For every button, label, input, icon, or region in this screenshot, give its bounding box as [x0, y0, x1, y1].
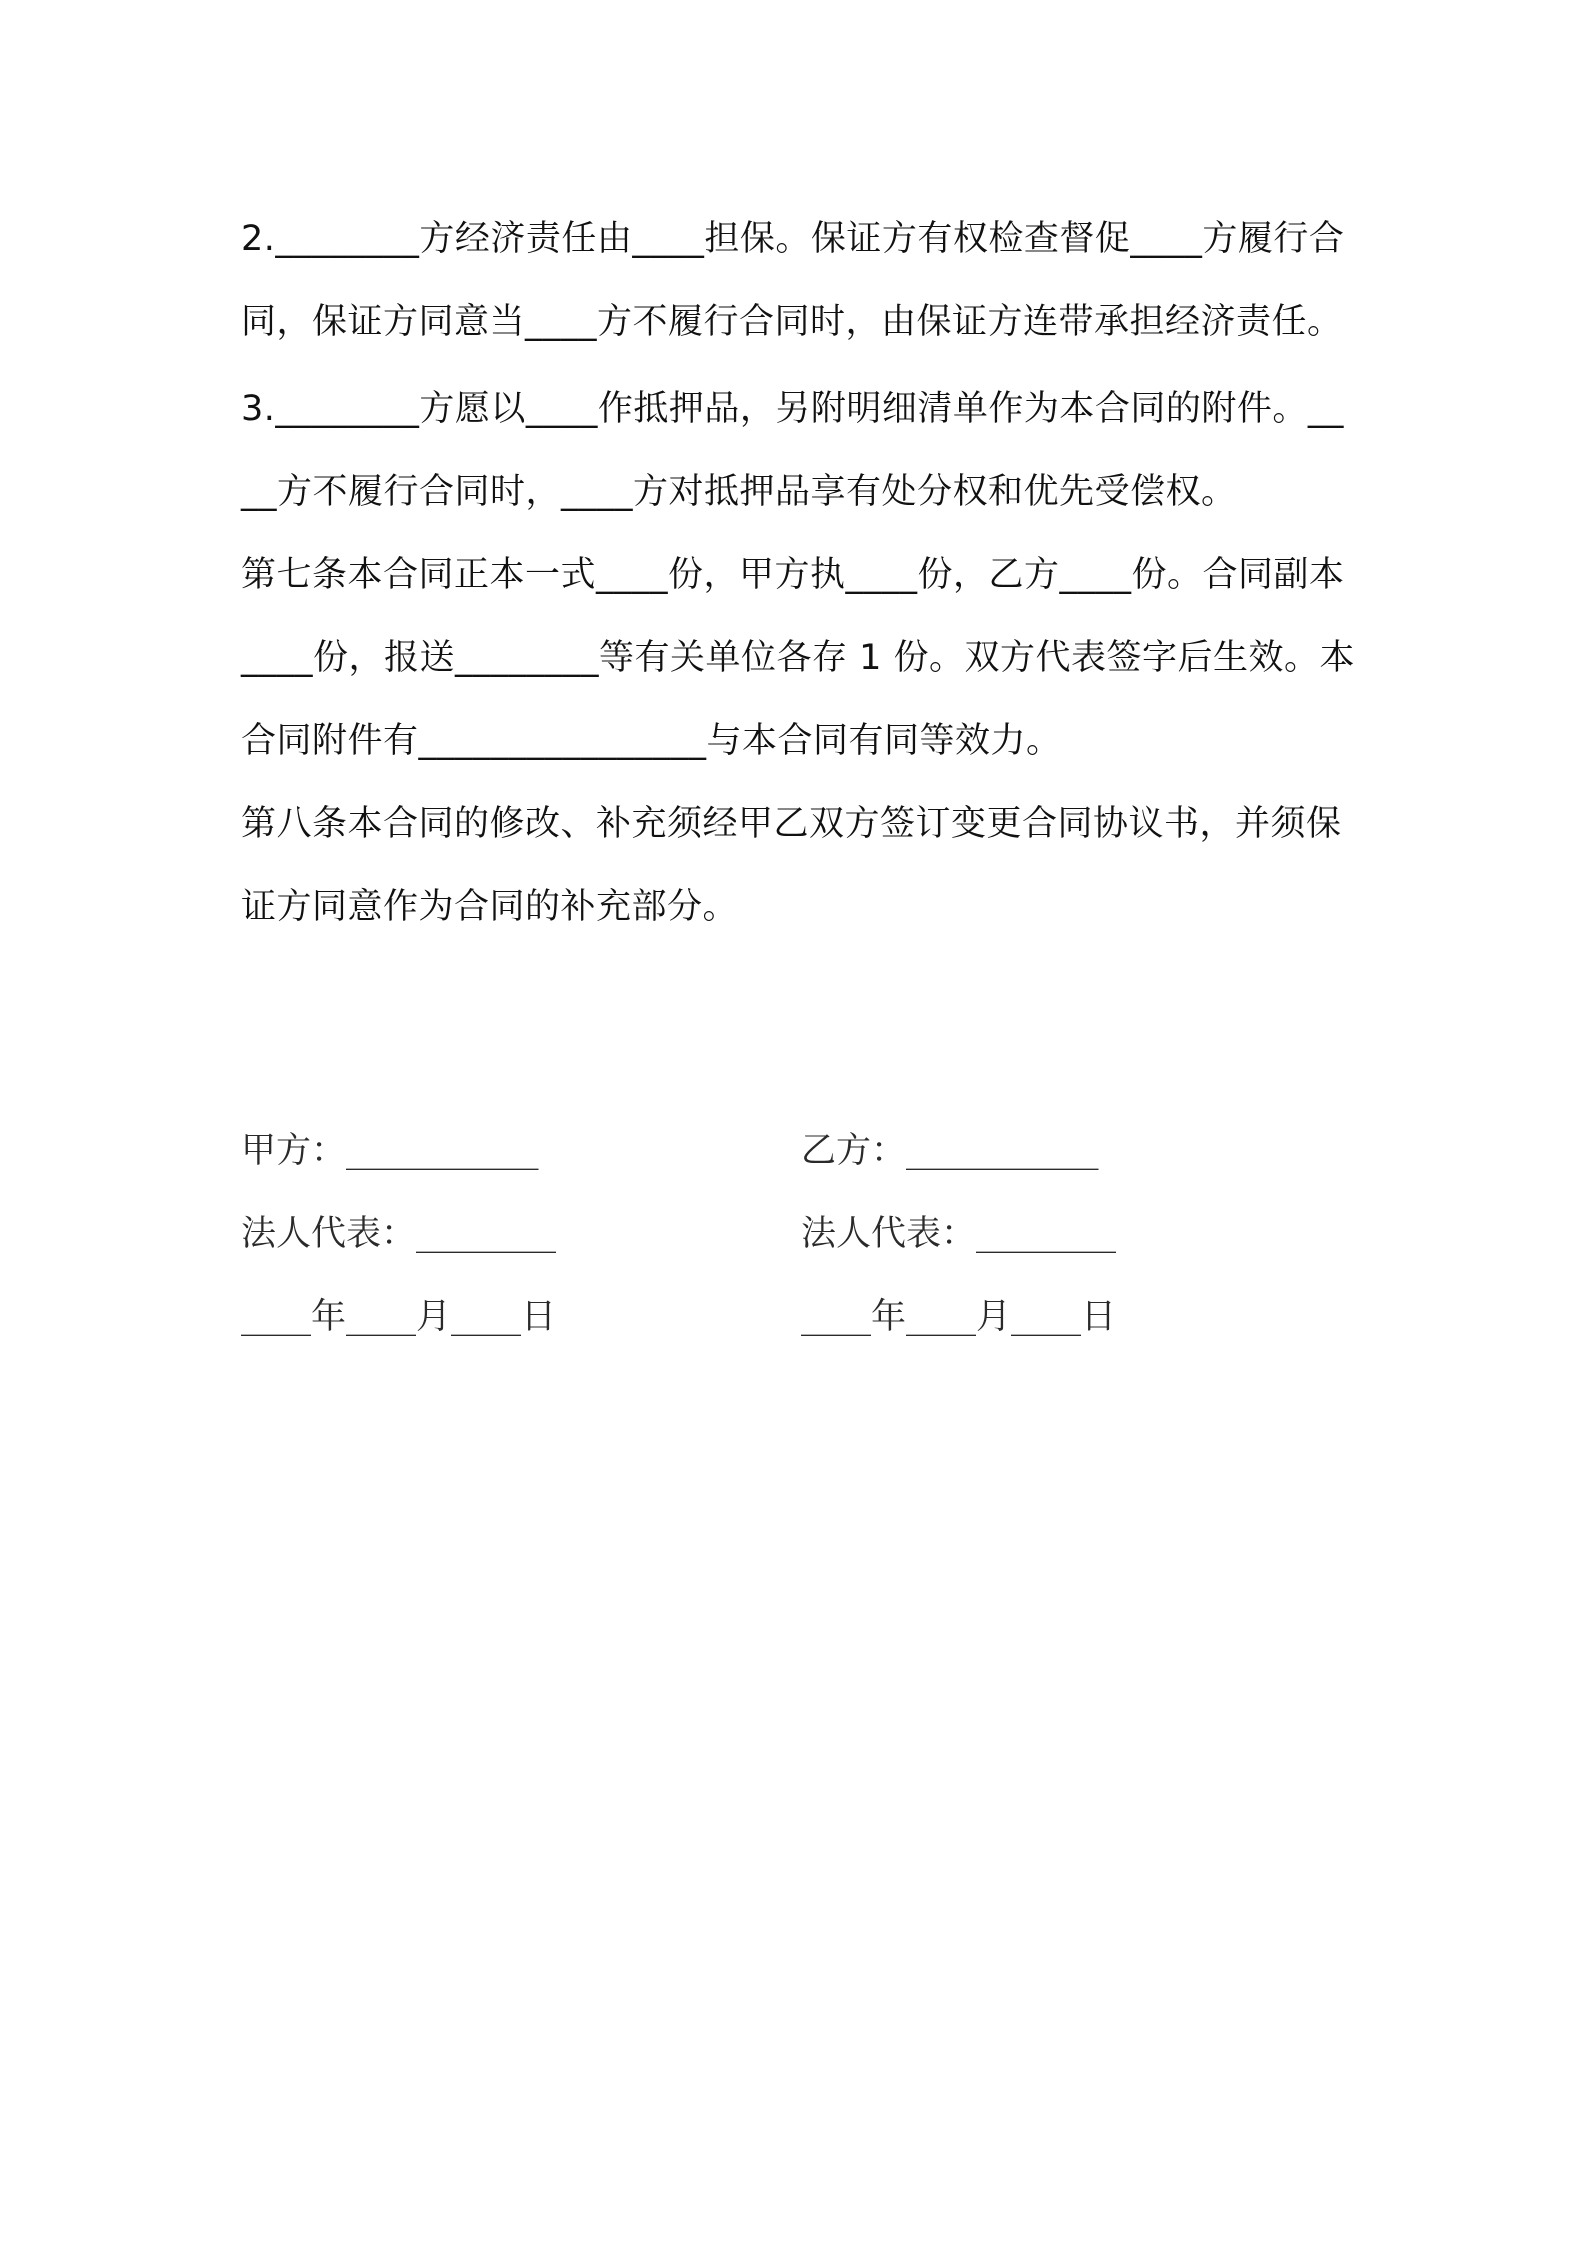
signature-rep-row [241, 1193, 1361, 1276]
signature-date-row [241, 1276, 1361, 1359]
clause-guarantee: 2.________方经济责任由____担保。保证方有权检查督促____方履行合同，保证方同意当____方不履行合同时，由保证方连带承担经济责任。 [241, 219, 1345, 342]
party-b-date-line: ____年____月____日 [801, 1297, 1117, 1337]
clause-pledge: 3.________方愿以____作抵押品，另附明细清单作为本合同的附件。____方不履行合同时，____方对抵押品享有处分权和优先受偿权。 [241, 389, 1344, 512]
contract-body [241, 198, 1361, 949]
party-a-rep-line: 法人代表：________ [241, 1214, 557, 1254]
clause-article-7: 第七条本合同正本一式____份，甲方执____份，乙方____份。合同副本____份，报送________等有关单位各存 1 份。双方代表签字后生效。本合同附件有________________与本合同有同等效力。 [241, 555, 1356, 761]
clause-article-8: 第八条本合同的修改、补充须经甲乙双方签订变更合同协议书，并须保证方同意作为合同的补充部分。 [241, 804, 1342, 927]
signature-party-row [241, 1110, 1361, 1193]
party-b-rep-line: 法人代表：________ [801, 1214, 1117, 1254]
signature-block [241, 1110, 1361, 1359]
party-a-date-line: ____年____月____日 [241, 1297, 557, 1337]
party-b-line: 乙方：___________ [801, 1131, 1099, 1171]
party-a-line: 甲方：___________ [241, 1131, 539, 1171]
